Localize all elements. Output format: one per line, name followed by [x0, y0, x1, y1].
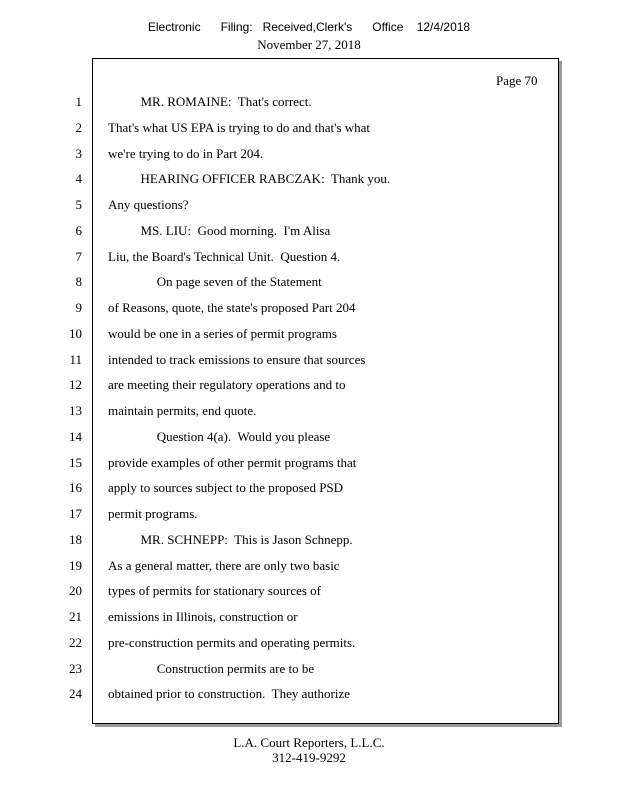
- line-number: 11: [69, 352, 82, 367]
- transcript-line: permit programs.: [108, 506, 198, 521]
- line-number: 19: [69, 558, 82, 573]
- line-number: 20: [69, 583, 82, 598]
- line-number: 17: [69, 506, 82, 521]
- line-number: 15: [69, 455, 82, 470]
- transcript-line: That's what US EPA is trying to do and that's what: [108, 120, 371, 135]
- transcript-line: Any questions?: [108, 197, 189, 212]
- line-number: 3: [75, 146, 82, 161]
- transcript-line: would be one in a series of permit programs: [108, 326, 337, 341]
- line-number: 6: [75, 223, 82, 238]
- filing-stamp: Electronic Filing: Received,Clerk's Office 12/4/2018: [147, 20, 471, 34]
- line-number: 12: [69, 377, 82, 392]
- transcript-line: Construction permits are to be: [108, 661, 315, 676]
- transcript-line: Question 4(a). Would you please: [108, 429, 331, 444]
- line-number: 1: [75, 94, 82, 109]
- transcript-line: As a general matter, there are only two basic: [108, 558, 340, 573]
- line-number: 24: [69, 686, 82, 701]
- transcript-line: MS. LIU: Good morning. I'm Alisa: [108, 223, 331, 238]
- line-number: 8: [75, 274, 82, 289]
- transcript-line: types of permits for stationary sources of: [108, 583, 322, 598]
- footer-phone: 312-419-9292: [272, 750, 346, 765]
- transcript-line: HEARING OFFICER RABCZAK: Thank you.: [108, 171, 391, 186]
- transcript-line: of Reasons, quote, the state's proposed Part 204: [108, 300, 356, 315]
- line-number: 9: [75, 300, 82, 315]
- transcript-line: emissions in Illinois, construction or: [108, 609, 298, 624]
- line-number: 13: [69, 403, 82, 418]
- transcript-line: obtained prior to construction. They authorize: [108, 686, 350, 701]
- line-number: 2: [75, 120, 82, 135]
- line-number: 22: [69, 635, 82, 650]
- transcript-line: Liu, the Board's Technical Unit. Question 4.: [108, 249, 341, 264]
- line-number: 16: [69, 480, 82, 495]
- transcript-line: intended to track emissions to ensure that sources: [108, 352, 366, 367]
- transcript-line: MR. SCHNEPP: This is Jason Schnepp.: [108, 532, 353, 547]
- transcript-line: pre-construction permits and operating permits.: [108, 635, 356, 650]
- line-number: 4: [75, 171, 82, 186]
- transcript-line: maintain permits, end quote.: [108, 403, 257, 418]
- line-number: 21: [69, 609, 82, 624]
- hearing-date: November 27, 2018: [257, 37, 361, 52]
- transcript-line: MR. ROMAINE: That's correct.: [108, 94, 312, 109]
- line-number: 10: [69, 326, 82, 341]
- line-number: 23: [69, 661, 82, 676]
- transcript-line: provide examples of other permit programs that: [108, 455, 357, 470]
- transcript-line: are meeting their regulatory operations and to: [108, 377, 346, 392]
- transcript-line: we're trying to do in Part 204.: [108, 146, 264, 161]
- line-number: 5: [75, 197, 82, 212]
- line-number: 14: [69, 429, 82, 444]
- page-number: Page 70: [496, 73, 538, 88]
- line-number: 7: [75, 249, 82, 264]
- footer-company: L.A. Court Reporters, L.L.C.: [233, 735, 385, 750]
- line-number: 18: [69, 532, 82, 547]
- transcript-line: On page seven of the Statement: [108, 274, 322, 289]
- transcript-line: apply to sources subject to the proposed PSD: [108, 480, 344, 495]
